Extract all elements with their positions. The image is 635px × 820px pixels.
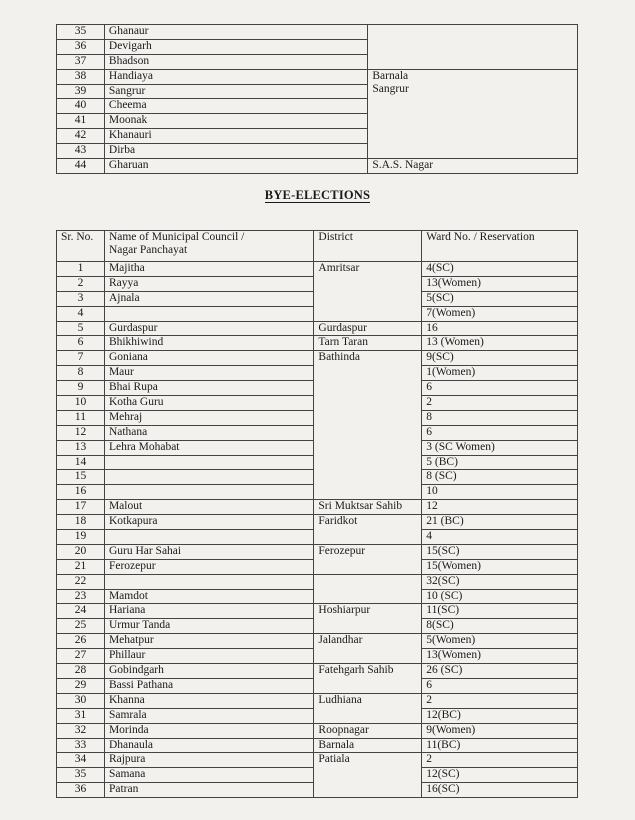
ward-reservation-cell: 12(SC) <box>422 768 578 783</box>
ward-reservation-cell: 16 <box>422 321 578 336</box>
council-name-cell: Urmur Tanda <box>104 619 313 634</box>
sr-no-cell: 34 <box>57 753 105 768</box>
district-line: Barnala <box>372 69 409 82</box>
council-name-cell: Mehraj <box>104 410 313 425</box>
sr-no-cell: 5 <box>57 321 105 336</box>
table-row <box>57 753 578 768</box>
council-name-cell <box>104 455 313 470</box>
sr-no-cell: 1 <box>57 262 105 277</box>
sr-no-cell: 37 <box>57 54 105 69</box>
council-name-cell: Mehatpur <box>104 634 313 649</box>
council-name-cell: Goniana <box>104 351 313 366</box>
district-cell: Sri Muktsar Sahib <box>314 500 422 515</box>
district-line: S.A.S. Nagar <box>372 159 434 172</box>
district-cell: Jalandhar <box>314 634 422 664</box>
table-row <box>57 604 578 619</box>
district-cell: Hoshiarpur <box>314 604 422 634</box>
sr-no-cell: 25 <box>57 619 105 634</box>
council-name-cell: Ghanaur <box>104 25 367 40</box>
sr-no-cell: 30 <box>57 693 105 708</box>
sr-no-cell: 9 <box>57 381 105 396</box>
council-name-cell: Ferozepur <box>104 559 313 574</box>
sr-no-cell: 33 <box>57 738 105 753</box>
council-name-cell: Khanna <box>104 693 313 708</box>
sr-no-cell: 43 <box>57 144 105 159</box>
ward-reservation-cell: 4 <box>422 530 578 545</box>
ward-reservation-cell: 2 <box>422 396 578 411</box>
council-name-cell: Sangrur <box>104 84 367 99</box>
ward-reservation-cell: 15(Women) <box>422 559 578 574</box>
ward-reservation-cell: 21 (BC) <box>422 515 578 530</box>
council-name-cell: Kotha Guru <box>104 396 313 411</box>
sr-no-cell: 14 <box>57 455 105 470</box>
sr-no-cell: 16 <box>57 485 105 500</box>
ward-reservation-cell: 3 (SC Women) <box>422 440 578 455</box>
council-name-cell: Kotkapura <box>104 515 313 530</box>
ward-reservation-cell: 16(SC) <box>422 783 578 798</box>
table-row <box>57 351 578 366</box>
council-name-cell: Gurdaspur <box>104 321 313 336</box>
table-row <box>57 336 578 351</box>
section-title <box>0 188 635 203</box>
district-cell <box>368 159 578 174</box>
district-cell: Ferozepur <box>314 544 422 574</box>
council-name-cell <box>104 574 313 589</box>
ward-reservation-cell: 13(Women) <box>422 649 578 664</box>
council-name-cell: Mamdot <box>104 589 313 604</box>
council-name-cell: Morinda <box>104 723 313 738</box>
council-name-cell: Bassi Pathana <box>104 678 313 693</box>
table-header-row <box>57 231 578 262</box>
council-name-cell: Bhai Rupa <box>104 381 313 396</box>
table-row <box>57 693 578 708</box>
ward-reservation-cell: 12(BC) <box>422 708 578 723</box>
sr-no-cell: 4 <box>57 306 105 321</box>
council-name-cell: Samana <box>104 768 313 783</box>
ward-reservation-cell: 13(Women) <box>422 276 578 291</box>
council-name-cell: Samrala <box>104 708 313 723</box>
district-line: Sangrur <box>372 82 409 95</box>
sr-no-cell: 20 <box>57 544 105 559</box>
council-name-cell: Malout <box>104 500 313 515</box>
sr-no-cell: 6 <box>57 336 105 351</box>
sr-no-cell: 35 <box>57 768 105 783</box>
table-row <box>57 634 578 649</box>
sr-no-cell: 26 <box>57 634 105 649</box>
district-cell: Amritsar <box>314 262 422 322</box>
council-name-cell: Majitha <box>104 262 313 277</box>
ward-reservation-cell: 10 (SC) <box>422 589 578 604</box>
council-name-cell: Nathana <box>104 425 313 440</box>
sr-no-cell: 17 <box>57 500 105 515</box>
ward-reservation-cell: 5(Women) <box>422 634 578 649</box>
sr-no-cell: 27 <box>57 649 105 664</box>
council-name-cell: Bhadson <box>104 54 367 69</box>
previous-list-table <box>56 24 578 174</box>
district-cell: Gurdaspur <box>314 321 422 336</box>
ward-reservation-cell: 11(BC) <box>422 738 578 753</box>
ward-reservation-cell: 10 <box>422 485 578 500</box>
council-name-cell: Rajpura <box>104 753 313 768</box>
ward-reservation-cell: 26 (SC) <box>422 664 578 679</box>
district-cell: Bathinda <box>314 351 422 500</box>
sr-no-cell: 18 <box>57 515 105 530</box>
sr-no-cell: 44 <box>57 159 105 174</box>
table-row <box>57 544 578 559</box>
table-row <box>57 262 578 277</box>
ward-reservation-cell: 6 <box>422 678 578 693</box>
sr-no-cell: 10 <box>57 396 105 411</box>
council-name-cell: Dhanaula <box>104 738 313 753</box>
council-name-cell <box>104 306 313 321</box>
ward-reservation-cell: 12 <box>422 500 578 515</box>
council-name-cell: Bhikhiwind <box>104 336 313 351</box>
council-name-cell: Devigarh <box>104 39 367 54</box>
ward-reservation-cell: 9(Women) <box>422 723 578 738</box>
council-name-cell <box>104 530 313 545</box>
district-cell: Tarn Taran <box>314 336 422 351</box>
district-cell <box>314 574 422 604</box>
district-cell <box>368 69 578 158</box>
council-name-cell: Hariana <box>104 604 313 619</box>
council-name-cell: Handiaya <box>104 69 367 84</box>
sr-no-cell: 31 <box>57 708 105 723</box>
header-ward: Ward No. / Reservation <box>422 231 578 262</box>
ward-reservation-cell: 2 <box>422 693 578 708</box>
sr-no-cell: 38 <box>57 69 105 84</box>
ward-reservation-cell: 13 (Women) <box>422 336 578 351</box>
council-name-cell: Ajnala <box>104 291 313 306</box>
sr-no-cell: 23 <box>57 589 105 604</box>
table-row <box>57 159 578 174</box>
district-cell: Faridkot <box>314 515 422 545</box>
table-row <box>57 515 578 530</box>
district-cell: Patiala <box>314 753 422 798</box>
ward-reservation-cell: 32(SC) <box>422 574 578 589</box>
bye-elections-table <box>56 230 578 798</box>
ward-reservation-cell: 8 <box>422 410 578 425</box>
sr-no-cell: 39 <box>57 84 105 99</box>
ward-reservation-cell: 4(SC) <box>422 262 578 277</box>
council-name-cell: Patran <box>104 783 313 798</box>
council-name-cell: Gobindgarh <box>104 664 313 679</box>
header-name <box>104 231 313 262</box>
district-cell <box>368 25 578 70</box>
header-name-line1: Name of Municipal Council / <box>108 231 245 243</box>
sr-no-cell: 21 <box>57 559 105 574</box>
table-row <box>57 69 578 84</box>
ward-reservation-cell: 11(SC) <box>422 604 578 619</box>
table-row <box>57 500 578 515</box>
ward-reservation-cell: 6 <box>422 425 578 440</box>
sr-no-cell: 36 <box>57 783 105 798</box>
council-name-cell: Gharuan <box>104 159 367 174</box>
sr-no-cell: 19 <box>57 530 105 545</box>
sr-no-cell: 3 <box>57 291 105 306</box>
ward-reservation-cell: 9(SC) <box>422 351 578 366</box>
sr-no-cell: 22 <box>57 574 105 589</box>
council-name-cell: Moonak <box>104 114 367 129</box>
sr-no-cell: 35 <box>57 25 105 40</box>
sr-no-cell: 11 <box>57 410 105 425</box>
ward-reservation-cell: 5(SC) <box>422 291 578 306</box>
table-row <box>57 25 578 40</box>
district-cell: Ludhiana <box>314 693 422 723</box>
table-row <box>57 321 578 336</box>
ward-reservation-cell: 1(Women) <box>422 366 578 381</box>
table-row <box>57 723 578 738</box>
table-row <box>57 664 578 679</box>
sr-no-cell: 41 <box>57 114 105 129</box>
sr-no-cell: 13 <box>57 440 105 455</box>
district-cell: Roopnagar <box>314 723 422 738</box>
council-name-cell: Phillaur <box>104 649 313 664</box>
sr-no-cell: 32 <box>57 723 105 738</box>
council-name-cell: Maur <box>104 366 313 381</box>
ward-reservation-cell: 2 <box>422 753 578 768</box>
council-name-cell: Rayya <box>104 276 313 291</box>
sr-no-cell: 42 <box>57 129 105 144</box>
ward-reservation-cell: 15(SC) <box>422 544 578 559</box>
sr-no-cell: 2 <box>57 276 105 291</box>
district-cell: Barnala <box>314 738 422 753</box>
council-name-cell: Guru Har Sahai <box>104 544 313 559</box>
table-row <box>57 738 578 753</box>
header-name-line2: Nagar Panchayat <box>108 244 188 256</box>
ward-reservation-cell: 5 (BC) <box>422 455 578 470</box>
sr-no-cell: 12 <box>57 425 105 440</box>
sr-no-cell: 36 <box>57 39 105 54</box>
sr-no-cell: 24 <box>57 604 105 619</box>
council-name-cell <box>104 470 313 485</box>
sr-no-cell: 7 <box>57 351 105 366</box>
ward-reservation-cell: 8(SC) <box>422 619 578 634</box>
sr-no-cell: 40 <box>57 99 105 114</box>
header-district: District <box>314 231 422 262</box>
sr-no-cell: 28 <box>57 664 105 679</box>
council-name-cell: Lehra Mohabat <box>104 440 313 455</box>
council-name-cell: Khanauri <box>104 129 367 144</box>
sr-no-cell: 29 <box>57 678 105 693</box>
sr-no-cell: 8 <box>57 366 105 381</box>
council-name-cell: Dirba <box>104 144 367 159</box>
ward-reservation-cell: 7(Women) <box>422 306 578 321</box>
ward-reservation-cell: 8 (SC) <box>422 470 578 485</box>
header-sr-no: Sr. No. <box>57 231 105 262</box>
council-name-cell <box>104 485 313 500</box>
council-name-cell: Cheema <box>104 99 367 114</box>
district-cell: Fatehgarh Sahib <box>314 664 422 694</box>
sr-no-cell: 15 <box>57 470 105 485</box>
section-title-text: BYE-ELECTIONS <box>264 188 371 202</box>
ward-reservation-cell: 6 <box>422 381 578 396</box>
table-row <box>57 574 578 589</box>
